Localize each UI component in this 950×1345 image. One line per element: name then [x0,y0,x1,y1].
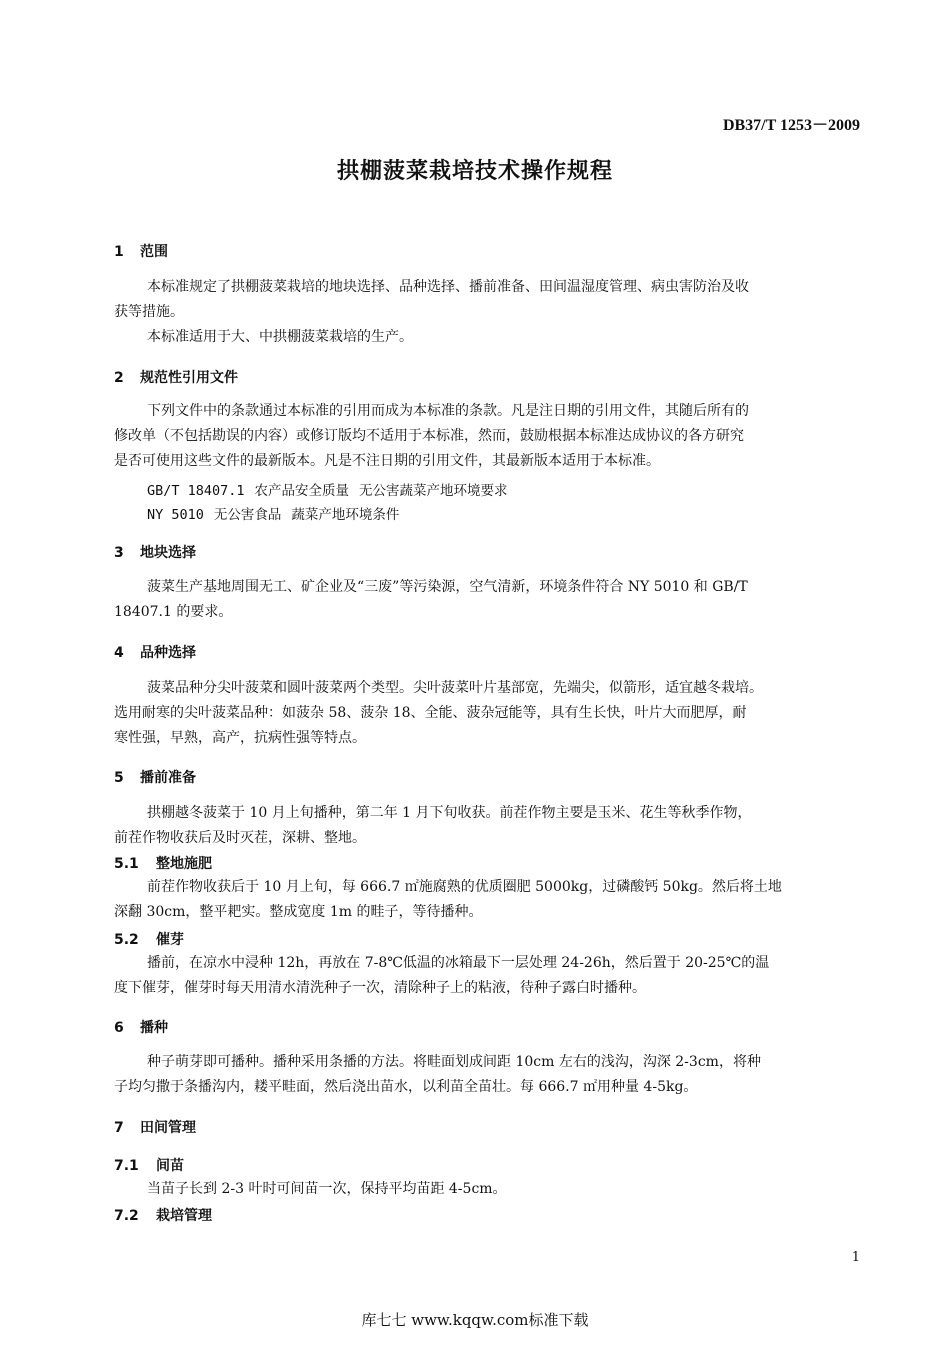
paragraph-line: 度下催芽，催芽时每天用清水清洗种子一次，清除种子上的粘液，待种子露白时播种。 [114,980,646,996]
paragraph-line: 寒性强，早熟，高产，抗病性强等特点。 [114,730,366,746]
standard-number: DB37/T 1253－2009 [722,117,860,134]
section-number: 5 [114,770,124,786]
subsection-5-1-heading [114,853,212,873]
paragraph-line: 播前，在凉水中浸种 12h，再放在 7-8℃低温的冰箱最下一层处理 24-26h，然后置于 20-25℃的温 [147,955,770,971]
section-7-heading [114,1117,196,1137]
paragraph-line: 本标准规定了拱棚菠菜栽培的地块选择、品种选择、播前准备、田间温湿度管理、病虫害防治及收 [147,279,749,295]
section-title: 地块选择 [140,545,196,561]
section-4-body [114,676,860,751]
section-3-body [114,575,860,625]
subsection-5-2-body [114,951,860,1001]
paragraph-line: 前茬作物收获后及时灭茬，深耕、整地。 [114,830,366,846]
section-number: 2 [114,370,124,386]
section-title: 播种 [140,1020,168,1036]
section-title: 规范性引用文件 [140,370,238,386]
subsection-7-2-heading [114,1205,212,1225]
section-2-heading [114,367,238,387]
section-number: 1 [114,244,124,260]
section-5-heading [114,767,196,787]
subsection-title: 栽培管理 [156,1208,212,1224]
section-number: 4 [114,645,124,661]
reference-title: 无公害食品 [213,507,282,523]
section-4-heading [114,642,196,662]
subsection-7-1-heading [114,1155,184,1175]
reference-code: NY 5010 [147,507,204,523]
paragraph-line: 当苗子长到 2-3 叶时可间苗一次，保持平均苗距 4-5cm。 [147,1181,507,1197]
paragraph-line: 下列文件中的条款通过本标准的引用而成为本标准的条款。凡是注日期的引用文件，其随后所有的 [147,403,749,419]
paragraph-line: 拱棚越冬菠菜于 10 月上旬播种，第二年 1 月下旬收获。前茬作物主要是玉米、花生等秋季作物， [147,805,752,821]
paragraph-line: 18407.1 的要求。 [114,604,233,620]
section-1-heading [114,241,168,261]
normative-reference-1 [147,479,518,499]
paragraph-line: 本标准适用于大、中拱棚菠菜栽培的生产。 [147,329,413,345]
subsection-5-1-body [114,875,860,925]
paragraph-line: 前茬作物收获后于 10 月上旬，每 666.7 ㎡施腐熟的优质圈肥 5000kg，过磷酸钙 50kg。然后将土地 [147,879,782,895]
section-title: 品种选择 [140,645,196,661]
section-6-body [114,1050,860,1100]
subsection-number: 5.1 [114,856,139,872]
subsection-5-2-heading [114,929,184,949]
subsection-title: 间苗 [156,1158,184,1174]
section-2-body [114,399,860,474]
reference-subtitle: 蔬菜产地环境条件 [291,507,400,523]
paragraph-line: 选用耐寒的尖叶菠菜品种：如菠杂 58、菠杂 18、全能、菠杂冠能等，具有生长快，叶片大而肥厚，耐 [114,705,747,721]
section-6-heading [114,1017,168,1037]
paragraph-line: 修改单（不包括勘误的内容）或修订版均不适用于本标准，然而，鼓励根据本标准达成协议的各方研究 [114,428,744,444]
reference-code: GB/T 18407.1 [147,483,245,499]
reference-title: 农产品安全质量 [254,483,350,499]
section-5-body [114,801,860,851]
section-title: 播前准备 [140,770,196,786]
section-3-heading [114,542,196,562]
reference-subtitle: 无公害蔬菜产地环境要求 [359,483,508,499]
section-number: 3 [114,545,124,561]
paragraph-line: 是否可使用这些文件的最新版本。凡是不注日期的引用文件，其最新版本适用于本标准。 [114,453,660,469]
paragraph-line: 菠菜生产基地周围无工、矿企业及“三废”等污染源，空气清新，环境条件符合 NY 5010 和 GB/T [147,579,748,595]
paragraph-line: 种子萌芽即可播种。播种采用条播的方法。将畦面划成间距 10cm 左右的浅沟，沟深 2-3cm，将种 [147,1054,761,1070]
section-title: 范围 [140,244,168,260]
page-number: 1 [851,1250,860,1265]
section-number: 7 [114,1120,124,1136]
subsection-number: 5.2 [114,932,139,948]
subsection-7-1-body [114,1177,860,1202]
normative-reference-2 [147,503,409,523]
subsection-number: 7.2 [114,1208,139,1224]
paragraph-line: 深翻 30cm，整平耙实。整成宽度 1m 的畦子，等待播种。 [114,904,483,920]
download-footer: 库七七 www.kqqw.com标准下载 [361,1311,589,1329]
subsection-title: 整地施肥 [156,856,212,872]
document-title: 拱棚菠菜栽培技术操作规程 [336,159,613,184]
section-1-body [114,275,860,350]
subsection-number: 7.1 [114,1158,139,1174]
paragraph-line: 菠菜品种分尖叶菠菜和圆叶菠菜两个类型。尖叶菠菜叶片基部宽，先端尖，似箭形，适宜越冬栽培。 [147,680,763,696]
section-number: 6 [114,1020,124,1036]
paragraph-line: 获等措施。 [114,304,184,320]
paragraph-line: 子均匀撒于条播沟内，耧平畦面，然后浇出苗水，以利苗全苗壮。每 666.7 ㎡用种量 4-5kg。 [114,1079,698,1095]
section-title: 田间管理 [140,1120,196,1136]
subsection-title: 催芽 [156,932,184,948]
